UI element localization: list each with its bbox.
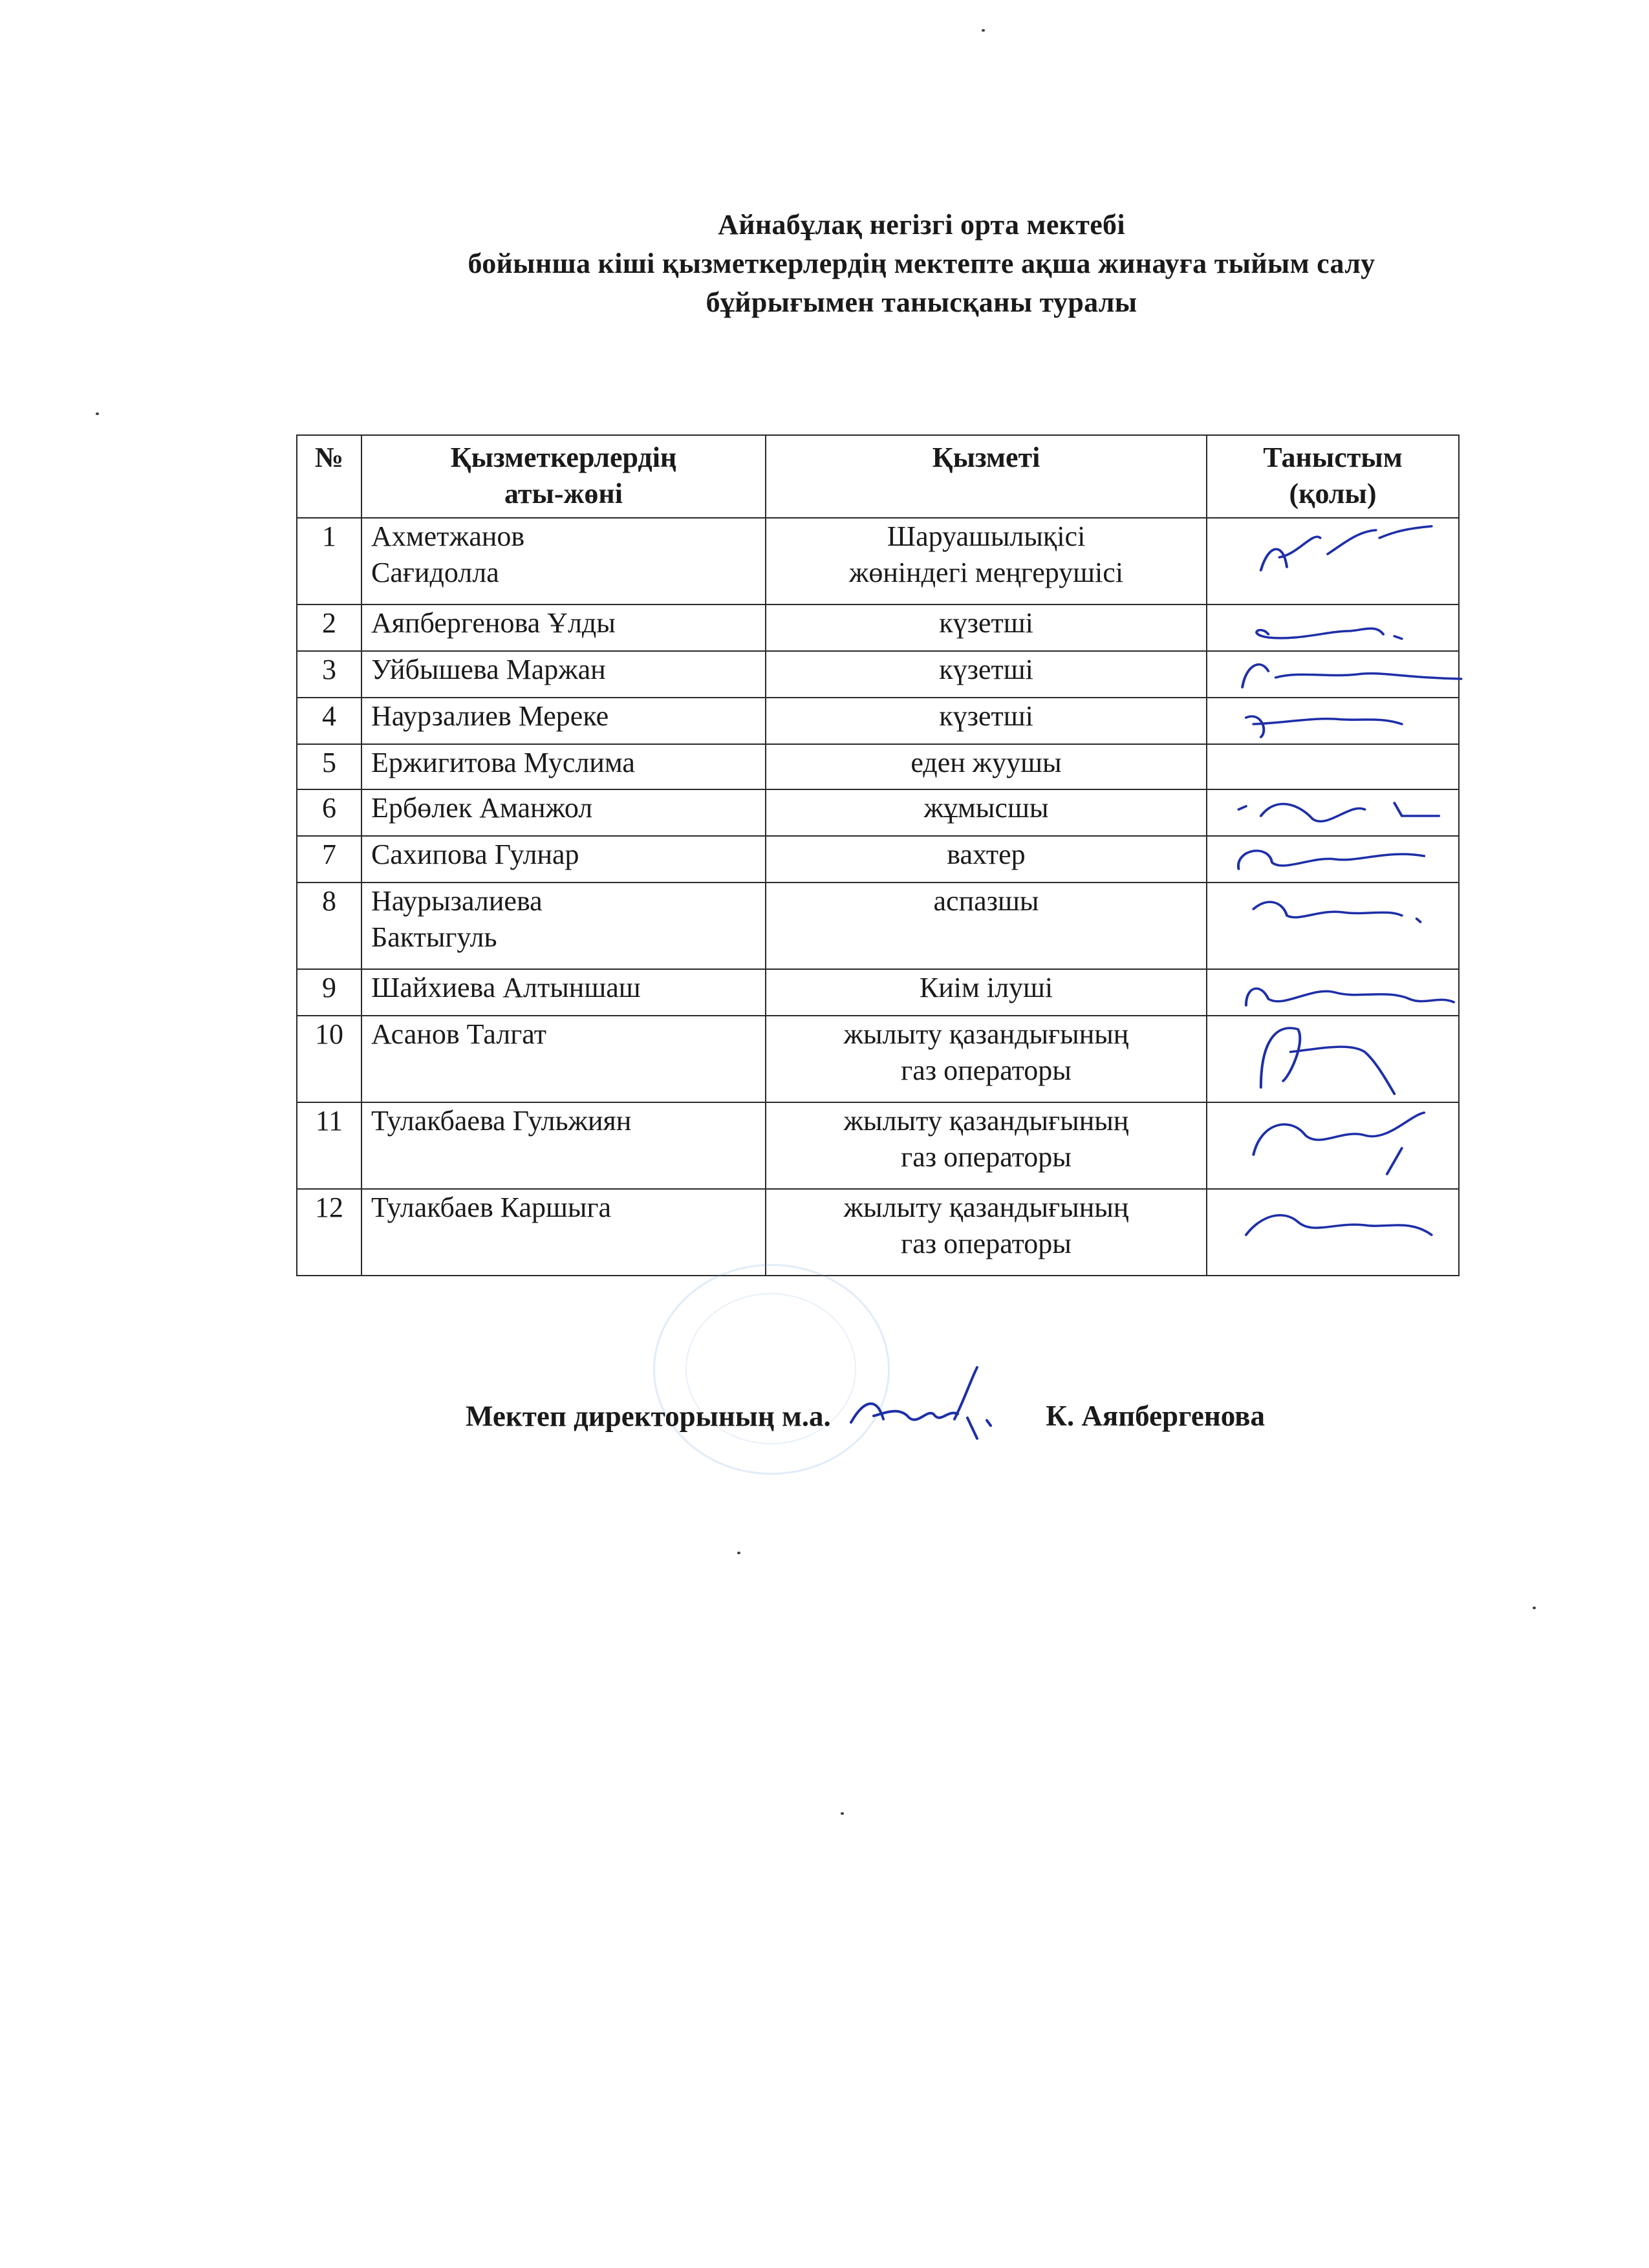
employee-name-line-1: Тулакбаева Гульжиян (371, 1105, 632, 1137)
employee-signature-cell (1207, 518, 1459, 604)
director-signature-scribble (838, 1361, 1013, 1451)
employee-signature-cell (1207, 789, 1459, 836)
employee-position-line-1: еден жуушы (911, 747, 1062, 778)
scan-speck (737, 1552, 740, 1554)
header-signature (1207, 435, 1459, 518)
table-row (297, 789, 1459, 836)
employee-name-line-1: Шайхиева Алтыншаш (371, 972, 641, 1003)
employee-position (766, 518, 1207, 604)
employee-name (361, 604, 766, 651)
employee-name (361, 1016, 766, 1102)
handwritten-signature (1216, 883, 1469, 968)
row-number: 3 (297, 651, 361, 698)
employee-position (766, 744, 1207, 789)
title-line-3: бұйрығымен танысқаны туралы (706, 286, 1137, 318)
employee-name (361, 883, 766, 969)
employee-position-line-2: газ операторы (901, 1228, 1072, 1259)
table-header-row (297, 435, 1459, 518)
director-name: К. Аяпбергенова (1046, 1400, 1265, 1433)
handwritten-signature (1216, 1190, 1469, 1275)
employee-name-line-1: Сахипова Гулнар (371, 839, 579, 870)
employee-name-line-1: Ержигитова Муслима (371, 747, 635, 778)
table-row (297, 604, 1459, 651)
employee-name-line-1: Тулакбаев Каршыга (371, 1192, 612, 1223)
table-row (297, 744, 1459, 789)
employee-name (361, 744, 766, 789)
employee-name (361, 789, 766, 836)
employee-name-line-1: Наурызалиева (371, 885, 543, 917)
employee-signature-cell (1207, 883, 1459, 969)
table-row (297, 1102, 1459, 1189)
employee-name (361, 836, 766, 883)
employee-name-line-1: Уйбышева Маржан (371, 654, 606, 685)
table-row (297, 518, 1459, 604)
handwritten-signature (1216, 1103, 1469, 1188)
handwritten-signature (1216, 652, 1469, 697)
employee-signature-cell (1207, 698, 1459, 744)
employee-name-line-1: Ахметжанов (371, 520, 525, 552)
header-signature-line-1: Таныстым (1263, 442, 1403, 473)
employee-name (361, 518, 766, 604)
employee-signature-cell (1207, 744, 1459, 789)
handwritten-signature (1216, 698, 1469, 744)
employee-position-line-2: жөніндегі меңгерушісі (848, 557, 1124, 588)
title-line-2: бойынша кіші қызметкерлердің мектепте ақша жинауға тыйым салу (468, 248, 1375, 279)
employee-name-line-2: Сағидолла (371, 557, 499, 588)
employee-signature-cell (1207, 836, 1459, 883)
scan-speck (841, 1812, 844, 1815)
row-number: 9 (297, 969, 361, 1016)
employee-position-line-2: газ операторы (901, 1054, 1072, 1086)
employee-position-line-1: күзетші (939, 700, 1033, 732)
employee-name (361, 651, 766, 698)
handwritten-signature (1216, 519, 1469, 604)
employee-name-line-1: Ербөлек Аманжол (371, 792, 593, 824)
employee-position (766, 1189, 1207, 1276)
employee-name-line-1: Асанов Талгат (371, 1018, 546, 1050)
employee-position (766, 1016, 1207, 1102)
employee-position-line-1: жылыту қазандығының (843, 1192, 1129, 1223)
row-number: 6 (297, 789, 361, 836)
employee-position-line-1: Киім ілуші (919, 972, 1053, 1003)
employee-signature-cell (1207, 651, 1459, 698)
header-signature-line-2: (қолы) (1289, 478, 1377, 509)
employee-signature-cell (1207, 1016, 1459, 1102)
employee-position (766, 969, 1207, 1016)
handwritten-signature (1216, 970, 1469, 1015)
employee-position-line-1: жылыту қазандығының (843, 1018, 1129, 1050)
director-signature-line (466, 1374, 1265, 1464)
director-label: Мектеп директорының м.а. (466, 1400, 831, 1433)
staff-acknowledgement-table (296, 434, 1460, 1276)
row-number: 1 (297, 518, 361, 604)
employee-position-line-1: жылыту қазандығының (843, 1105, 1129, 1137)
row-number: 12 (297, 1189, 361, 1276)
scan-speck (96, 412, 99, 415)
table-row (297, 651, 1459, 698)
employee-position (766, 604, 1207, 651)
header-name-line-1: Қызметкерлердің (450, 442, 677, 473)
document-title (194, 206, 1649, 322)
header-number: № (297, 435, 361, 518)
employee-position (766, 651, 1207, 698)
row-number: 11 (297, 1102, 361, 1189)
employee-signature-cell (1207, 969, 1459, 1016)
employee-position-line-1: жұмысшы (923, 792, 1049, 824)
employee-position (766, 1102, 1207, 1189)
director-signature (838, 1361, 1013, 1451)
handwritten-signature (1216, 605, 1469, 650)
scan-speck (982, 29, 985, 32)
employee-position (766, 883, 1207, 969)
employee-position-line-1: вахтер (947, 839, 1026, 870)
employee-position (766, 789, 1207, 836)
row-number: 10 (297, 1016, 361, 1102)
title-line-1: Айнабұлақ негізгі орта мектебі (718, 209, 1125, 241)
table-row (297, 883, 1459, 969)
employee-signature-cell (1207, 1102, 1459, 1189)
table-row (297, 698, 1459, 744)
handwritten-signature (1216, 790, 1469, 835)
employee-position-line-2: газ операторы (901, 1141, 1072, 1173)
table-row (297, 969, 1459, 1016)
table-row (297, 836, 1459, 883)
table-row (297, 1189, 1459, 1276)
employee-name-line-1: Наурзалиев Мереке (371, 700, 609, 732)
header-position: Қызметі (766, 435, 1207, 518)
employee-position (766, 698, 1207, 744)
row-number: 5 (297, 744, 361, 789)
header-name-line-2: аты-жөні (504, 478, 623, 509)
employee-position (766, 836, 1207, 883)
employee-position-line-1: Шаруашылықісі (887, 520, 1086, 552)
employee-name-line-1: Аяпбергенова Ұлды (371, 607, 616, 639)
employee-name (361, 969, 766, 1016)
handwritten-signature (1216, 1016, 1469, 1102)
employee-position-line-1: күзетші (939, 654, 1033, 685)
table-row (297, 1016, 1459, 1102)
row-number: 4 (297, 698, 361, 744)
row-number: 2 (297, 604, 361, 651)
employee-name (361, 698, 766, 744)
employee-signature-cell (1207, 604, 1459, 651)
row-number: 8 (297, 883, 361, 969)
employee-name (361, 1102, 766, 1189)
employee-position-line-1: күзетші (939, 607, 1033, 639)
handwritten-signature (1216, 837, 1469, 882)
scan-speck (1533, 1607, 1536, 1609)
header-name (361, 435, 766, 518)
row-number: 7 (297, 836, 361, 883)
employee-position-line-1: аспазшы (933, 885, 1039, 917)
employee-name (361, 1189, 766, 1276)
employee-name-line-2: Бактыгуль (371, 921, 497, 953)
employee-signature-cell (1207, 1189, 1459, 1276)
